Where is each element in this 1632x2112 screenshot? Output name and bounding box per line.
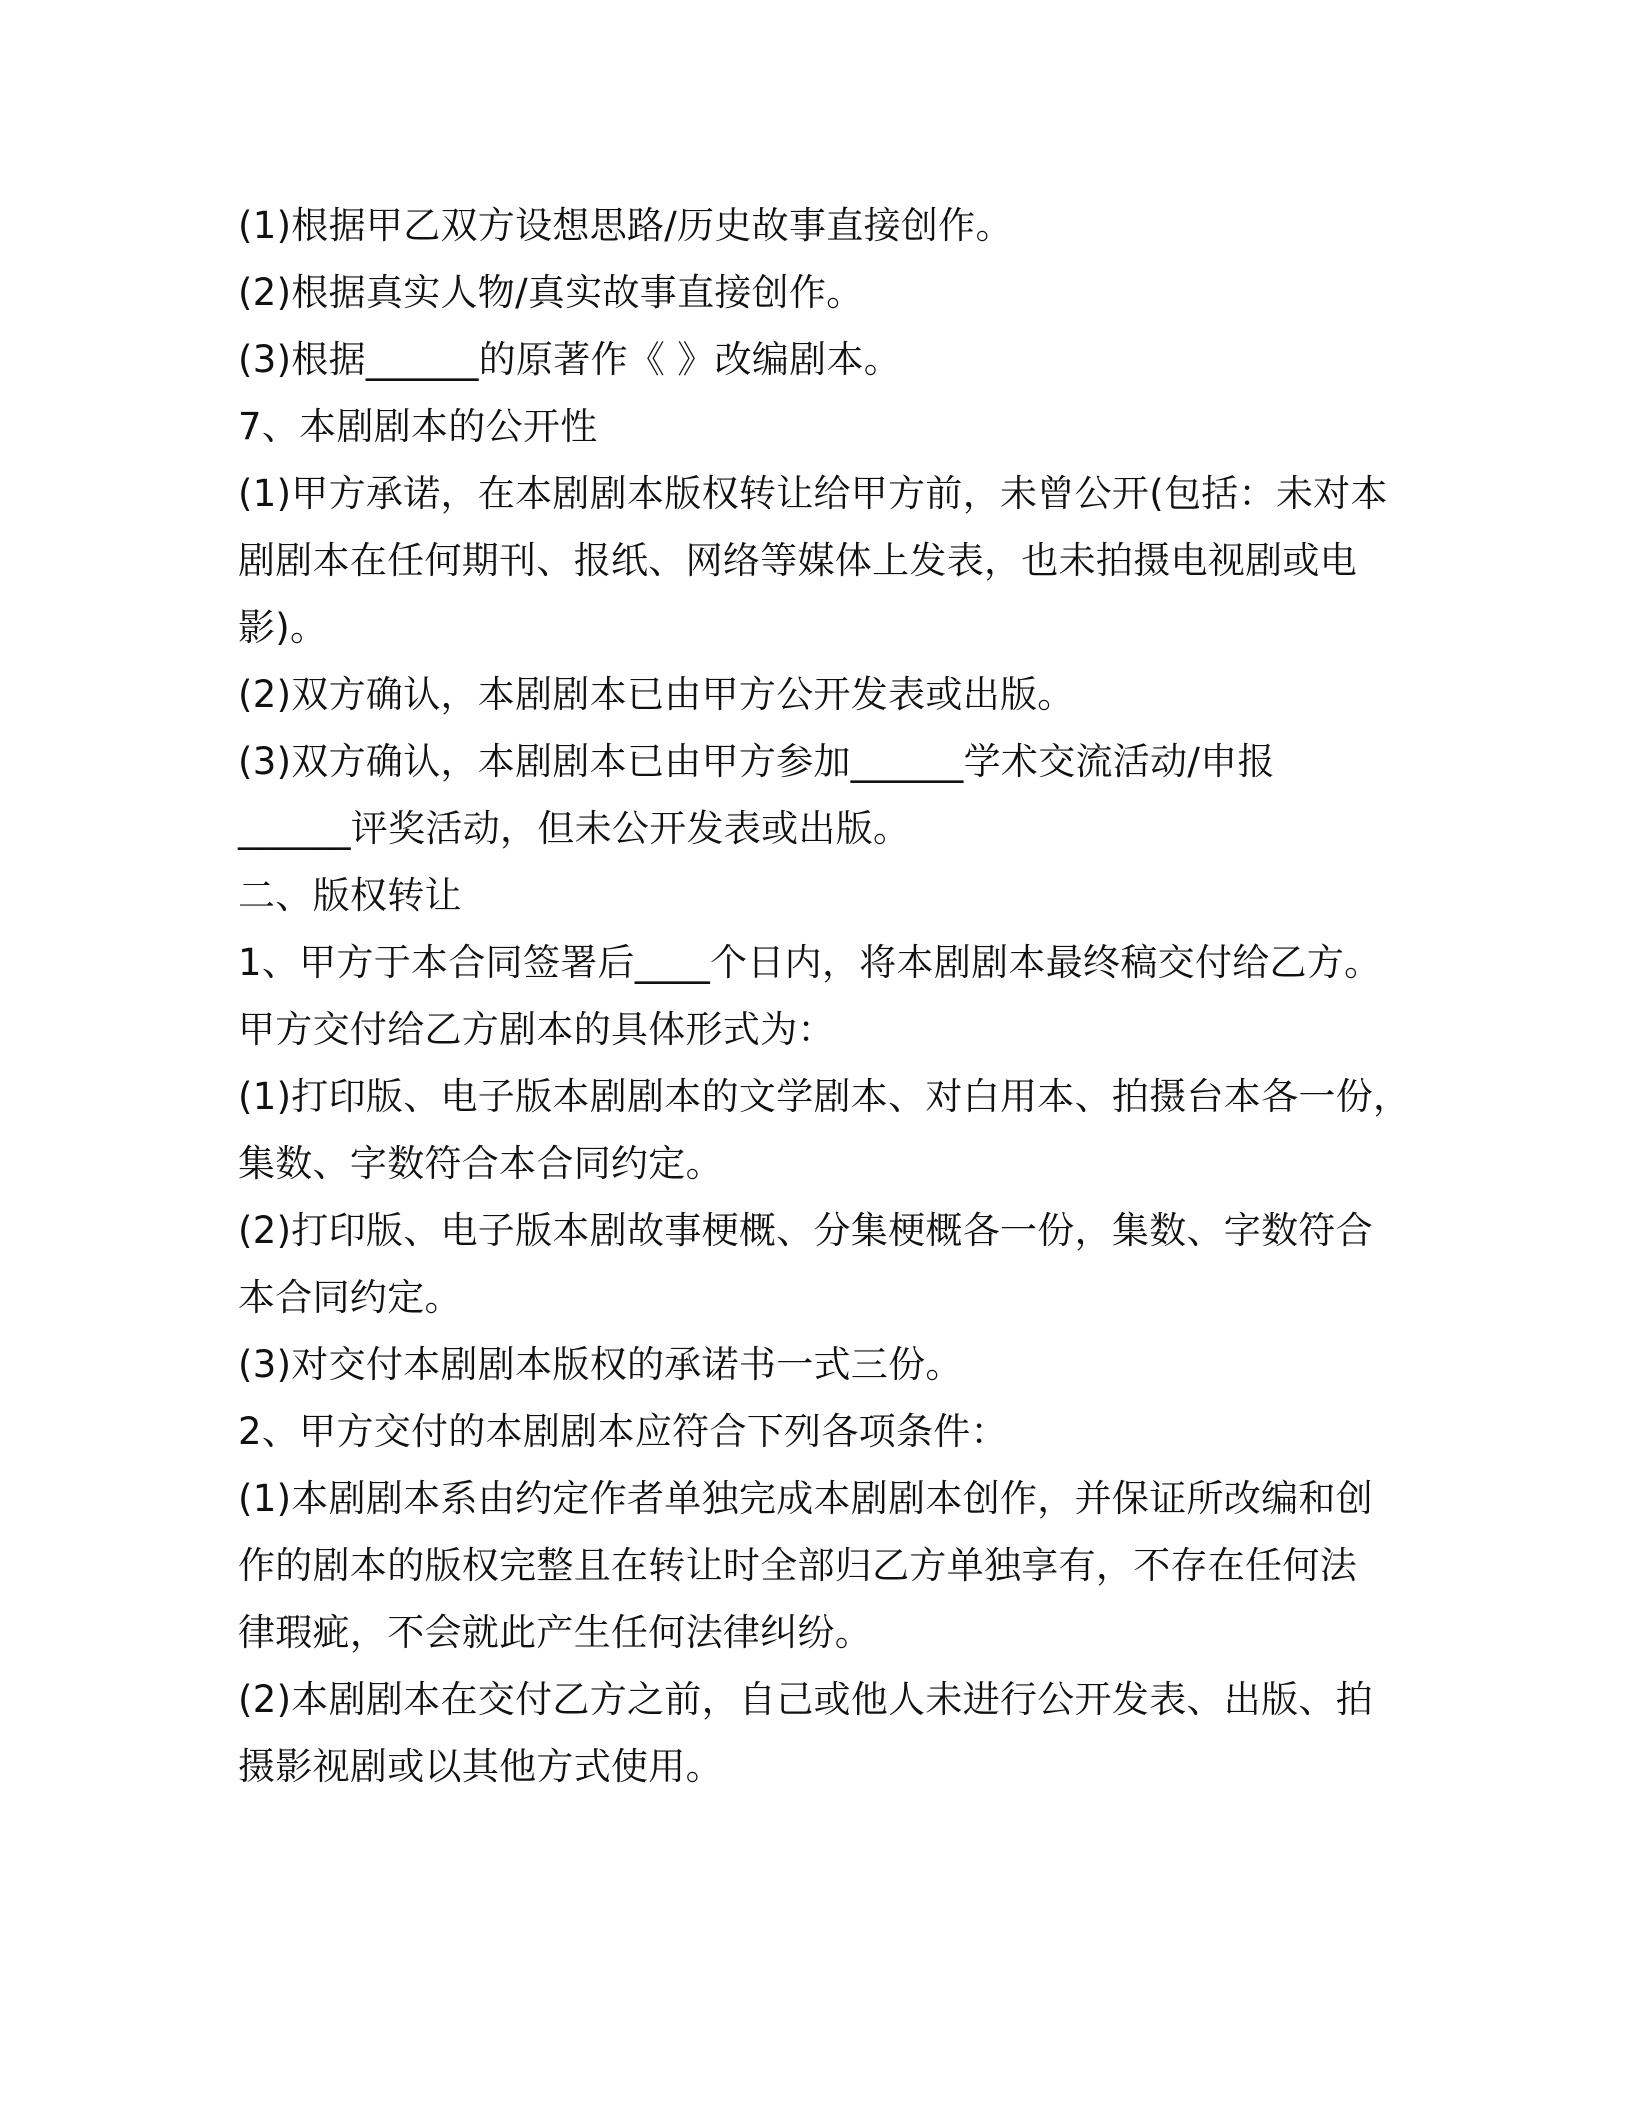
text-line: (2)打印版、电子版本剧故事梗概、分集梗概各一份，集数、字数符合	[238, 1209, 1374, 1252]
text-line: (3)对交付本剧剧本版权的承诺书一式三份。	[238, 1343, 963, 1386]
text-line: (3)双方确认，本剧剧本已由甲方参加______学术交流活动/申报	[238, 740, 1275, 783]
text-line: (2)根据真实人物/真实故事直接创作。	[238, 271, 864, 314]
text-line: 集数、字数符合本合同约定。	[238, 1142, 723, 1185]
text-line: 2、甲方交付的本剧剧本应符合下列各项条件：	[238, 1410, 1008, 1453]
text-line: 律瑕疵，不会就此产生任何法律纠纷。	[238, 1611, 873, 1654]
text-line: 作的剧本的版权完整且在转让时全部归乙方单独享有，不存在任何法	[238, 1544, 1357, 1587]
text-line: (2)本剧剧本在交付乙方之前，自己或他人未进行公开发表、出版、拍	[238, 1678, 1374, 1721]
section-heading: 7、本剧剧本的公开性	[238, 405, 598, 448]
text-line: (1)打印版、电子版本剧剧本的文学剧本、对白用本、拍摄台本各一份，	[238, 1075, 1411, 1118]
text-line: (3)根据______的原著作《 》改编剧本。	[238, 338, 902, 381]
text-line: 本合同约定。	[238, 1276, 462, 1319]
text-line: (1)甲方承诺，在本剧剧本版权转让给甲方前，未曾公开(包括：未对本	[238, 472, 1388, 515]
text-line: (1)本剧剧本系由约定作者单独完成本剧剧本创作，并保证所改编和创	[238, 1477, 1374, 1520]
text-line: (2)双方确认，本剧剧本已由甲方公开发表或出版。	[238, 673, 1075, 716]
text-line: ______评奖活动，但未公开发表或出版。	[238, 807, 911, 850]
document-body	[238, 192, 1411, 1800]
text-line: 影)。	[238, 606, 328, 649]
text-line: 甲方交付给乙方剧本的具体形式为：	[238, 1008, 835, 1051]
text-line: (1)根据甲乙双方设想思路/历史故事直接创作。	[238, 204, 1013, 247]
section-heading: 二、版权转让	[238, 874, 462, 917]
text-line: 1、甲方于本合同签署后____个日内，将本剧剧本最终稿交付给乙方。	[238, 941, 1382, 984]
text-line: 摄影视剧或以其他方式使用。	[238, 1745, 723, 1788]
text-line: 剧剧本在任何期刊、报纸、网络等媒体上发表，也未拍摄电视剧或电	[238, 539, 1357, 582]
